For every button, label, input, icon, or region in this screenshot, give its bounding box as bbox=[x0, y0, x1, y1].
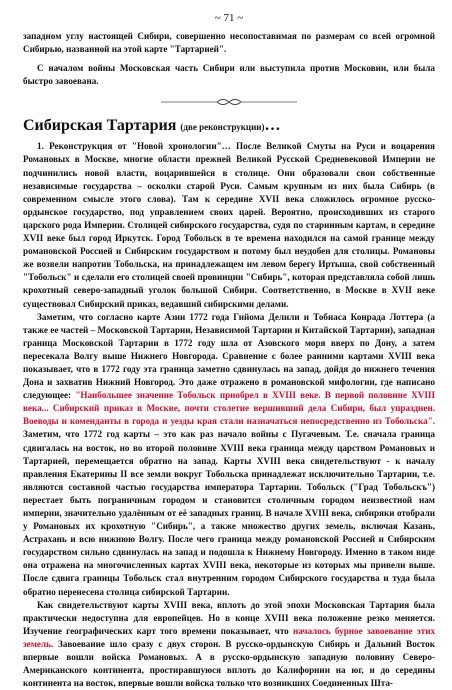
section-title-sub: (две реконструкции) bbox=[180, 122, 265, 133]
conquest-text-1: Как свидетельствуют карты XVIII века, вплоть до этой эпохи Московская Тартария была практически недоступна для европейцев. Но в конце XVIII века положение резко меняется. Изучение географических карт того времени показывает, что bbox=[23, 599, 435, 636]
delisle-map-paragraph bbox=[23, 311, 435, 599]
reconstruction-1-paragraph bbox=[23, 140, 435, 310]
delisle-map-text-2: Заметим, что 1772 год карты – это как раз начало войны с Пугачевым. Т.е. сначала граница сдвигалась на восток, но во второй половине XVIII века граница между царством Романовых и Тартарией, перемещается обратно на запад. Карты XVIII века свидетельствуют - к началу правления Екатерины II все земли вокруг Тобольска принадлежат исключительно Тартарии, т.е. являются составной частью государства императора Тартарии. Тобольск ("Град Тобольскъ") перестает быть пограничным городом и становится столичным городом неизвестной нам империи, значительно удалённым от её западных границ. В начале XVIII века, сибиряки отобрали у Романовых их крохотную "Сибирь", а также множество других земель, включая Казань, Астрахань и всю нижнюю Волгу. После чего граница между романовской Россией и Сибирским государством сильно сдвинулась на запад и подошла к Нижнему Новгороду. Именно в таком виде она отражена на многочисленных картах XVIII века, некоторые из которых мы привели выше. После сдвига границы Тобольск стал внутренним городом Сибирского государства и туда была обратно перенесена столица сибирской Тартарии. bbox=[23, 429, 435, 597]
conquest-text-2: Завоевание шло сразу с двух сторон. В русско-ордынскую Сибирь и Дальний Восток впервые вошли войска Романовых. А в русско-ордынскую западную половину Северо-Американского континента, простиравшуюся вплоть до Калифорнии на юг, и до середины континента на восток, впервые вошли войска только что возникших Соединенных Шта- bbox=[23, 638, 435, 689]
war-paragraph: С началом войны Московская часть Сибири или выступила против Московии, или была быстро завоевана. bbox=[23, 63, 435, 87]
section-title-main: Сибирская Тартария bbox=[23, 117, 177, 135]
delisle-map-text-1: Заметим, что согласно карте Азии 1772 года Гийома Делили и Тобиаса Конрада Лоттера (а также ее частей – Московской Тартарии, Независимой Тартарии и Китайской Тартарии), западная граница Московской Тартарии в 1772 году шла от Азовского моря вверх по Дону, а затем пересекала Волгу выше Нижнего Новгорода. Сравнение с более ранними картами XVIII века показывает, что в 1772 году эта граница заметно сдвинулась на запад, дойдя до нижнего течения Дона и захватив Нижний Новгород. Это даже отражено в романовской мифологии, где написано следующее: bbox=[23, 311, 435, 401]
section-title bbox=[23, 117, 435, 136]
reconstruction-1-body: … После Великой Смуты на Руси и воцарения Романовых в Москве, многие области прежней Великой Русской Средневековой Империи не подчинились новой власти, воцарившейся в столице. Они образовали свои собственные независимые государства – осколки старой Руси. Самым крупным из них была Сибирь (в современном смысле этого слова). Там к середине XVII века сложилось огромное русско-ордынское государство, под управлением своих царей. Вероятно, происходивших из старого царского рода Империи. Столицей сибирского государства, судя по старинным картам, в середине XVII веке был город Иркутск. Город Тобольск в те времена находился на самой границе между романовской Россией и Сибирским государством и потому был неудобен для столицы. Романовы же возвели напротив Тобольска, на принадлежащем им левом берегу Иртыша, свой собственный "Тобольск" и сделали его столицей своей провинции "Сибирь", которая представляла собой лишь крохотный северо-западный уголок большой Сибири. Соответственно, в Москве в XVII веке существовал Сибирский приказ, ведавший сибирскими делами. bbox=[23, 141, 435, 309]
page-number: ~ 71 ~ bbox=[214, 12, 244, 24]
section-title-tail: … bbox=[264, 117, 281, 135]
intro-paragraph: западном углу настоящей Сибири, совершенно несопоставимая по размерам со всей огромной Сибирью, названной на этой карте "Тартарией". bbox=[23, 31, 435, 55]
conquest-paragraph bbox=[23, 599, 435, 690]
reconstruction-1-lead: 1. Реконструкция от "Новой хронологии" bbox=[37, 141, 222, 152]
tobolsk-quote: "Наибольшее значение Тобольск приобрел в XVIII веке. В первой половине XVIII века... Сибирский приказ в Москве, почти столетие вершивший дела Сибири, был упразднен. Воеводы и коменданты в города и уезды края стали назначаться непосредственно из Тобольска". bbox=[23, 390, 435, 427]
ornamental-divider bbox=[159, 97, 299, 107]
conquest-highlight: началось бурное завоевание этих земель. bbox=[23, 625, 436, 649]
